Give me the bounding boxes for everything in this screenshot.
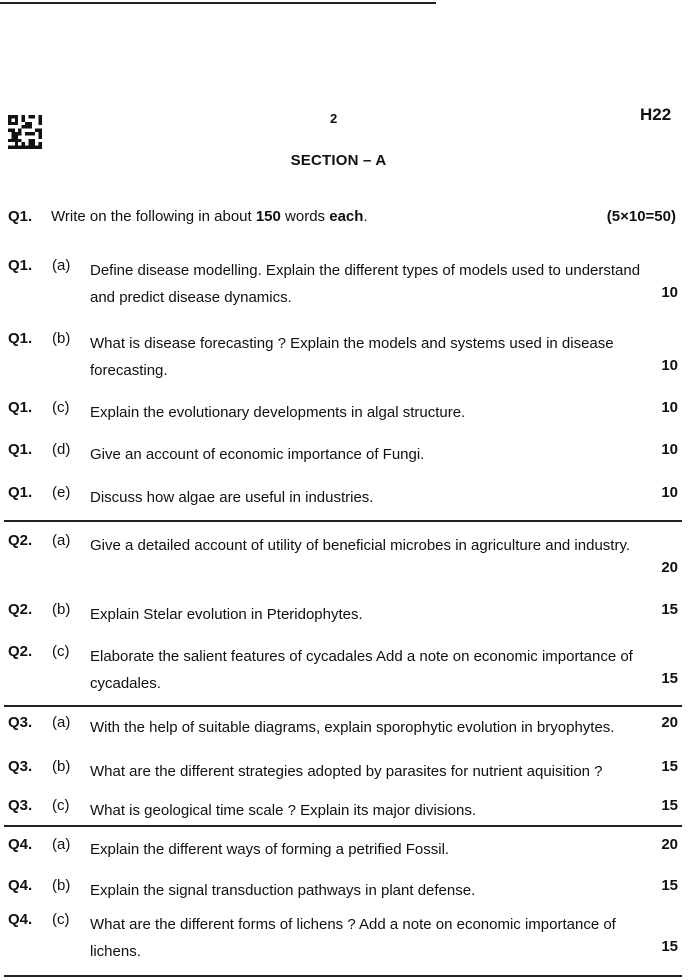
question-text: Define disease modelling. Explain the different types of models used to understand and predict disease dynamics. xyxy=(90,262,641,306)
marks: 15 xyxy=(661,938,678,955)
question-number: Q3. xyxy=(8,797,33,814)
marks: 20 xyxy=(661,836,678,853)
question-number: Q1. xyxy=(8,441,33,458)
marks: 20 xyxy=(661,714,678,731)
question-number: Q1. xyxy=(8,208,33,225)
marks: (5×10=50) xyxy=(606,208,676,225)
question-part: (c) xyxy=(52,797,70,814)
section-title: SECTION – A xyxy=(290,152,387,169)
question-text: Discuss how algae are useful in industries. xyxy=(90,489,374,506)
question-part: (c) xyxy=(52,643,70,660)
marks: 10 xyxy=(661,484,678,501)
question-part: (c) xyxy=(52,911,70,928)
divider xyxy=(4,705,682,707)
question-text: Elaborate the salient features of cycadales Add a note on economic importance of cycadales. xyxy=(90,648,633,692)
top-rule xyxy=(0,2,436,4)
marks: 15 xyxy=(661,758,678,775)
barcode-icon xyxy=(8,115,42,149)
instruction-text: Write on the following in about 150 words each. xyxy=(51,208,368,225)
question-number: Q4. xyxy=(8,836,33,853)
question-part: (b) xyxy=(52,758,71,775)
question-part: (a) xyxy=(52,257,71,274)
question-text: Explain the evolutionary developments in algal structure. xyxy=(90,404,466,421)
question-number: Q1. xyxy=(8,257,33,274)
divider xyxy=(4,825,682,827)
question-part: (e) xyxy=(52,484,71,501)
marks: 10 xyxy=(661,399,678,416)
question-part: (b) xyxy=(52,877,71,894)
marks: 20 xyxy=(661,559,678,576)
question-number: Q3. xyxy=(8,714,33,731)
question-number: Q1. xyxy=(8,330,33,347)
marks: 15 xyxy=(661,797,678,814)
question-text: What are the different forms of lichens ? Add a note on economic importance of lichens. xyxy=(90,916,616,960)
question-number: Q4. xyxy=(8,877,33,894)
question-text: Explain the signal transduction pathways in plant defense. xyxy=(90,882,476,899)
question-text: What are the different strategies adopted by parasites for nutrient aquisition ? xyxy=(90,763,603,780)
question-number: Q1. xyxy=(8,484,33,501)
question-number: Q2. xyxy=(8,601,33,618)
divider xyxy=(4,975,682,977)
question-text: Give an account of economic importance of Fungi. xyxy=(90,446,425,463)
marks: 15 xyxy=(661,877,678,894)
question-part: (c) xyxy=(52,399,70,416)
question-text: With the help of suitable diagrams, explain sporophytic evolution in bryophytes. xyxy=(90,719,615,736)
question-part: (b) xyxy=(52,330,71,347)
marks: 15 xyxy=(661,601,678,618)
question-part: (b) xyxy=(52,601,71,618)
marks: 10 xyxy=(661,441,678,458)
question-number: Q4. xyxy=(8,911,33,928)
page-number: 2 xyxy=(330,111,338,126)
marks: 15 xyxy=(661,670,678,687)
question-text: Explain Stelar evolution in Pteridophytes. xyxy=(90,606,363,623)
paper-code: H22 xyxy=(640,105,672,124)
marks: 10 xyxy=(661,284,678,301)
question-number: Q3. xyxy=(8,758,33,775)
question-text: Explain the different ways of forming a petrified Fossil. xyxy=(90,841,450,858)
question-part: (a) xyxy=(52,714,71,731)
question-number: Q2. xyxy=(8,643,33,660)
question-part: (d) xyxy=(52,441,71,458)
divider xyxy=(4,520,682,522)
question-part: (a) xyxy=(52,532,71,549)
question-number: Q1. xyxy=(8,399,33,416)
marks: 10 xyxy=(661,357,678,374)
question-text: Give a detailed account of utility of beneficial microbes in agriculture and industry. xyxy=(90,537,631,554)
question-text: What is disease forecasting ? Explain the models and systems used in disease forecasting. xyxy=(90,335,614,379)
question-text: What is geological time scale ? Explain its major divisions. xyxy=(90,802,476,819)
question-number: Q2. xyxy=(8,532,33,549)
question-part: (a) xyxy=(52,836,71,853)
